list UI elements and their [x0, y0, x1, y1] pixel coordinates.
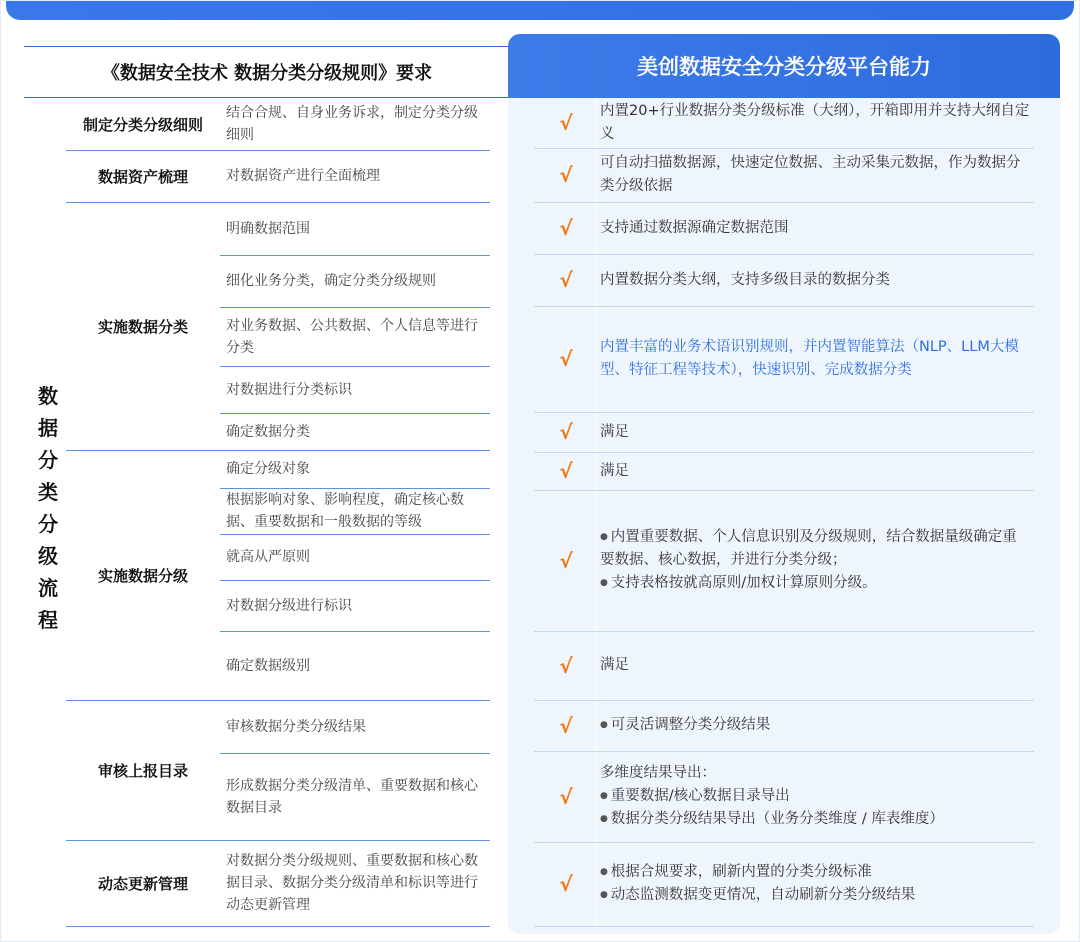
capability-bullet: ● 根据合规要求，刷新内置的分类分级标准: [600, 861, 1030, 884]
capability-text: 内置数据分类大纲，支持多级目录的数据分类: [600, 271, 890, 288]
check-mark-icon: √: [559, 713, 573, 738]
column-separator: [596, 98, 597, 928]
capability-bullet: ● 重要数据/核心数据目录导出: [600, 785, 1030, 808]
requirement-text: 细化业务分类，确定分类分级规则: [226, 273, 436, 289]
capability-text: 内置丰富的业务术语识别规则，并内置智能算法（NLP、LLM大模型、特征工程等技术），快速识别、完成数据分类: [600, 339, 1019, 378]
capability-cell: [600, 490, 1030, 631]
requirement-text: 结合合规、自身业务诉求，制定分类分级细则: [226, 105, 478, 143]
requirement-text: 对数据分类分级规则、重要数据和核心数据目录、数据分类分级清单和标识等进行动态更新管理: [226, 853, 478, 913]
capability-text: 内置20+行业数据分类分级标准（大纲），开箱即用并支持大纲自定义: [600, 103, 1030, 142]
phase-label: 动态更新管理: [97, 874, 188, 893]
check-mark-icon: √: [559, 872, 573, 896]
check-mark-icon: √: [559, 653, 573, 678]
capability-text: 满足: [600, 657, 629, 673]
capability-cell: [600, 202, 1030, 254]
vertical-process-label: [26, 380, 70, 636]
capability-text: 满足: [600, 423, 629, 440]
check-mark-icon: √: [559, 459, 573, 483]
requirement-text: 对数据进行分类标识: [226, 381, 352, 398]
check-mark-icon: √: [559, 268, 573, 292]
vertical-char: 流: [38, 576, 58, 600]
requirement-text: 对数据资产进行全面梳理: [226, 168, 380, 184]
vertical-char: 数: [38, 384, 58, 408]
phase-label: 制定分类分级细则: [82, 115, 203, 134]
requirement-text: 审核数据分类分级结果: [226, 718, 366, 735]
capability-intro: 多维度结果导出：: [600, 765, 716, 781]
capability-bullet: ● 可灵活调整分类分级结果: [600, 714, 1030, 737]
phase-label: 审核上报目录: [97, 761, 188, 780]
requirement-text: 形成数据分类分级清单、重要数据和核心数据目录: [226, 777, 478, 816]
capability-cell: [600, 751, 1030, 842]
requirement-text: 对数据分级进行标识: [226, 597, 352, 614]
top-banner-bar: [6, 0, 1074, 20]
check-mark-icon: √: [559, 548, 573, 573]
vertical-char: 据: [38, 416, 58, 440]
capability-cell: [600, 148, 1030, 202]
cap-row-divider: [534, 926, 1034, 927]
vertical-char: 类: [38, 480, 58, 504]
vertical-char: 级: [38, 544, 58, 568]
left-column-header: 《数据安全技术 数据分类分级规则》要求: [24, 46, 510, 98]
capability-cell: [600, 842, 1030, 926]
capability-cell: [600, 98, 1030, 148]
capability-bullet: ● 动态监测数据变更情况，自动刷新分类分级结果: [600, 884, 1030, 907]
capability-text: 支持通过数据源确定数据范围: [600, 219, 789, 236]
right-column-header: 美创数据安全分类分级平台能力: [508, 34, 1060, 98]
check-mark-icon: √: [559, 111, 573, 135]
capability-text: 满足: [600, 462, 629, 479]
requirement-text: 确定数据分类: [226, 423, 310, 440]
check-mark-icon: √: [559, 163, 573, 187]
capability-text: 可自动扫描数据源，快速定位数据、主动采集元数据，作为数据分类分级依据: [600, 155, 1021, 194]
requirement-text: 对业务数据、公共数据、个人信息等进行分类: [226, 317, 478, 356]
capability-cell: [600, 452, 1030, 490]
phase-label: 实施数据分类: [97, 317, 188, 336]
row-divider: [66, 926, 490, 927]
vertical-char: 分: [38, 448, 58, 472]
check-mark-icon: √: [559, 784, 573, 809]
capability-cell-highlight: [600, 306, 1030, 412]
capability-bullet: ● 数据分类分级结果导出（业务分类维度 / 库表维度）: [600, 808, 1030, 831]
capability-cell: [600, 412, 1030, 452]
capability-cell: [600, 631, 1030, 700]
requirement-text: 明确数据范围: [226, 220, 310, 237]
phase-label: 数据资产梳理: [97, 167, 188, 186]
capability-bullet: ● 内置重要数据、个人信息识别及分级规则，结合数据量级确定重要数据、核心数据，并进行分类分级；: [600, 526, 1030, 572]
requirement-text: 确定分级对象: [226, 461, 310, 477]
check-mark-icon: √: [559, 216, 573, 240]
requirement-text: 根据影响对象、影响程度，确定核心数据、重要数据和一般数据的等级: [226, 492, 464, 530]
vertical-char: 程: [38, 608, 58, 632]
phase-label: 实施数据分级: [97, 566, 188, 585]
check-mark-icon: √: [559, 347, 573, 371]
check-mark-icon: √: [559, 420, 573, 444]
capability-cell: [600, 700, 1030, 751]
vertical-char: 分: [38, 512, 58, 536]
requirement-text: 确定数据级别: [226, 657, 310, 674]
capability-cell: [600, 254, 1030, 306]
requirement-text: 就高从严原则: [226, 549, 310, 565]
capability-bullet: ● 支持表格按就高原则/加权计算原则分级。: [600, 572, 1030, 595]
